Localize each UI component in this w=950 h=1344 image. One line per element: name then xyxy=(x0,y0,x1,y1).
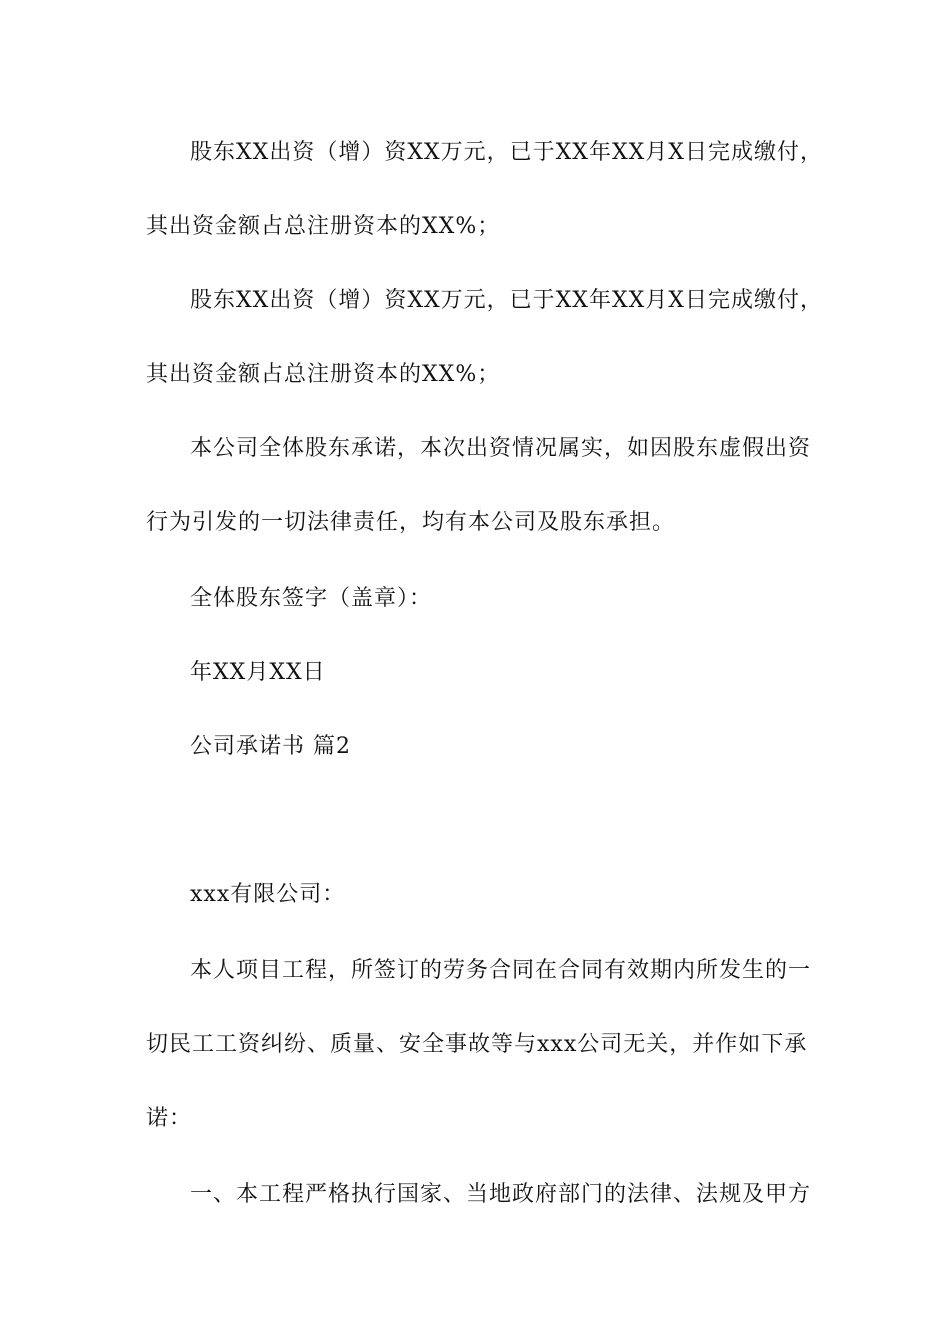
paragraph-line: 本人项目工程，所签订的劳务合同在合同有效期内所发生的一 xyxy=(190,958,812,983)
paragraph-line: 股东XX出资（增）资XX万元，已于XX年XX月X日完成缴付， xyxy=(190,288,823,313)
paragraph-line: 其出资金额占总注册资本的XX%； xyxy=(146,362,501,387)
paragraph-line: 本公司全体股东承诺，本次出资情况属实，如因股东虚假出资 xyxy=(190,436,812,461)
date-line: 年XX月XX日 xyxy=(190,660,326,685)
paragraph-line: 诺： xyxy=(146,1106,193,1131)
paragraph-line: 股东XX出资（增）资XX万元，已于XX年XX月X日完成缴付， xyxy=(190,140,823,165)
paragraph-line: 其出资金额占总注册资本的XX%； xyxy=(146,214,501,239)
paragraph-line: 行为引发的一切法律责任，均有本公司及股东承担。 xyxy=(146,510,676,535)
addressee-line: xxx有限公司： xyxy=(190,882,346,907)
signature-label: 全体股东签字（盖章）： xyxy=(190,586,433,611)
paragraph-line: 切民工工资纠纷、质量、安全事故等与xxx公司无关，并作如下承 xyxy=(146,1032,808,1057)
paragraph-line: 一、本工程严格执行国家、当地政府部门的法律、法规及甲方 xyxy=(190,1182,812,1207)
section-heading: 公司承诺书 篇2 xyxy=(190,734,351,759)
